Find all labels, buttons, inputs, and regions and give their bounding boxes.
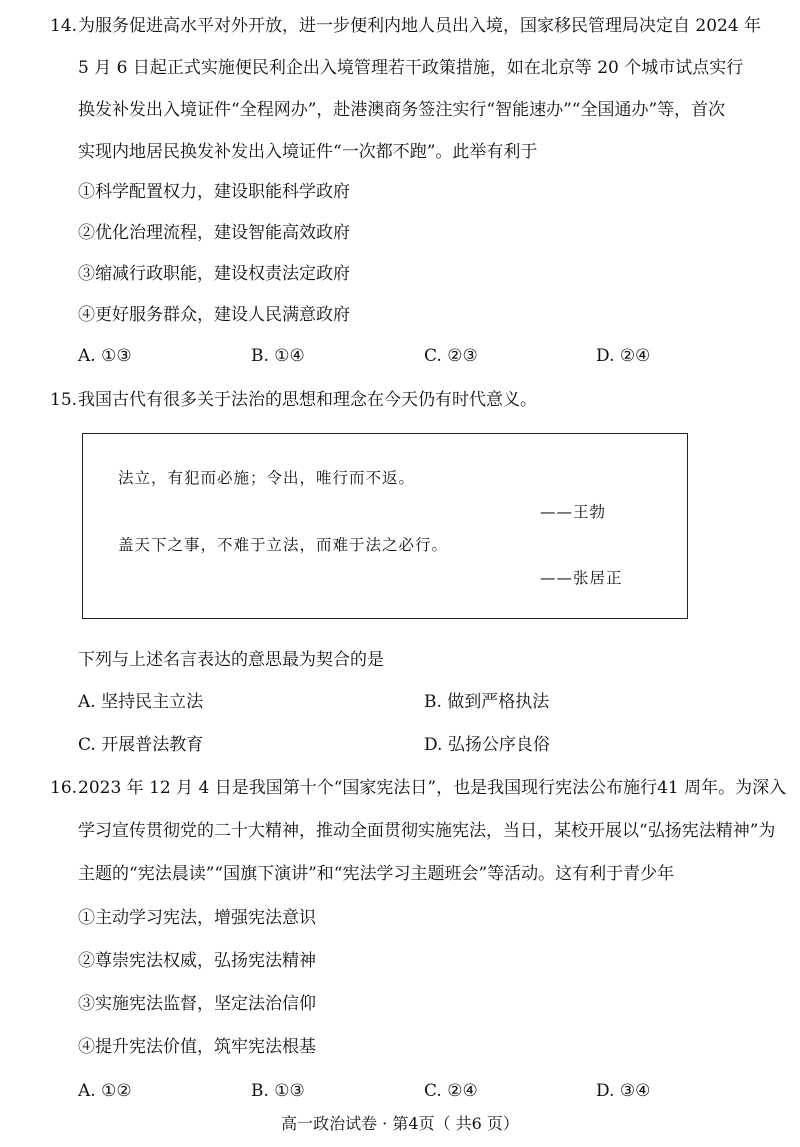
statement: ①主动学习宪法，增强宪法意识 (78, 908, 316, 928)
statement: ②尊崇宪法权威，弘扬宪法精神 (78, 951, 316, 971)
option-d: D. 弘扬公序良俗 (424, 735, 550, 755)
question-number: 16. (50, 778, 78, 798)
statement: ④更好服务群众，建设人民满意政府 (78, 305, 350, 325)
option-d: D. ③④ (596, 1081, 651, 1101)
statement: ③实施宪法监督，坚定法治信仰 (78, 994, 316, 1014)
question-stem-line: 为服务促进高水平对外开放，进一步便利内地人员出入境，国家移民管理局决定自 2024 年 (78, 16, 762, 36)
question-stem-line: 换发补发出入境证件“全程网办”，赴港澳商务签注实行“智能速办”“全国通办”等，首次 (78, 100, 726, 120)
question-stem-line: 我国古代有很多关于法治的思想和理念在今天仍有时代意义。 (78, 390, 537, 410)
quote-author: ——张居正 (540, 569, 623, 587)
question-stem-line: 5 月 6 日起正式实施便民利企出入境管理若干政策措施，如在北京等 20 个城市试点实行 (78, 58, 744, 78)
statement: ④提升宪法价值，筑牢宪法根基 (78, 1037, 316, 1057)
statement: ③缩减行政职能，建设权责法定政府 (78, 264, 350, 284)
option-c: C. ②③ (424, 346, 478, 366)
option-a: A. 坚持民主立法 (78, 692, 204, 712)
quote-author: ——王勃 (540, 503, 607, 521)
statement: ②优化治理流程，建设智能高效政府 (78, 223, 350, 243)
option-c: C. 开展普法教育 (78, 735, 204, 755)
question-number: 15. (50, 390, 78, 410)
quote-text: 盖天下之事，不难于立法，而难于法之必行。 (118, 536, 449, 554)
question-stem-line: 2023 年 12 月 4 日是我国第十个“国家宪法日”，也是我国现行宪法公布施行41 周年。为深入 (78, 778, 787, 798)
statement: ①科学配置权力，建设职能科学政府 (78, 182, 350, 202)
quote-text: 法立，有犯而必施；令出，唯行而不返。 (118, 469, 416, 487)
page-footer: 高一政治试卷 · 第4页（ 共6 页） (281, 1114, 519, 1133)
option-d: D. ②④ (596, 346, 651, 366)
question-stem-line: 实现内地居民换发补发出入境证件“一次都不跑”。此举有利于 (78, 142, 538, 162)
option-a: A. ①③ (78, 346, 132, 366)
option-a: A. ①② (78, 1081, 132, 1101)
question-stem-line: 学习宣传贯彻党的二十大精神，推动全面贯彻实施宪法，当日，某校开展以“弘扬宪法精神”为 (78, 821, 776, 841)
option-c: C. ②④ (424, 1081, 478, 1101)
option-b: B. 做到严格执法 (424, 692, 550, 712)
question-prompt: 下列与上述名言表达的意思最为契合的是 (78, 650, 384, 670)
question-stem-line: 主题的“宪法晨读”“国旗下演讲”和“宪法学习主题班会”等活动。这有利于青少年 (78, 864, 675, 884)
option-b: B. ①③ (251, 1081, 305, 1101)
option-b: B. ①④ (251, 346, 305, 366)
question-number: 14. (50, 16, 78, 36)
quote-box (82, 433, 688, 619)
